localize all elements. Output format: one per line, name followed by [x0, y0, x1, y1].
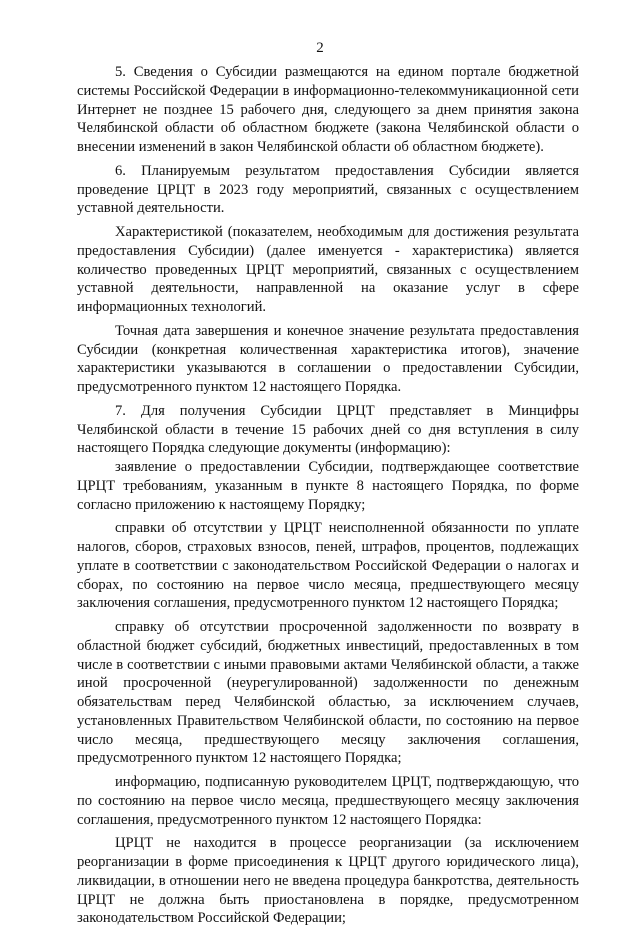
paragraph-item-7: 7. Для получения Субсидии ЦРЦТ представляет в Минцифры Челябинской области в течение 15 рабочих дней со дня вступления в силу настоящего Порядка следующие документы (информацию):	[77, 402, 579, 457]
paragraph-completion-date: Точная дата завершения и конечное значение результата предоставления Субсидии (конкретная количественная характеристика итогов), значение характеристики указываются в соглашении о предоставлении Субсидии, предусмотренного пунктом 12 настоящего Порядка.	[77, 322, 579, 395]
page-number: 2	[316, 40, 324, 56]
paragraph-debt-certificate: справку об отсутствии просроченной задолженности по возврату в областной бюджет субсидий, бюджетных инвестиций, предоставленных в том числе в соответствии с иными правовыми актами Челябинской области, а также иной просроченной (неурегулированной) задолженности по денежным обязательствам перед Челябинской областью, за исключением случаев, установленных Правительством Челябинской области, по состоянию на первое число месяца, предшествующего месяцу заключения соглашения, предусмотренного пунктом 12 настоящего Порядка;	[77, 619, 579, 767]
paragraph-application: заявление о предоставлении Субсидии, подтверждающее соответствие ЦРЦТ требованиям, указанным в пункте 8 настоящего Порядка, по форме согласно приложению к настоящему Порядку;	[77, 459, 579, 513]
paragraph-signed-information: информацию, подписанную руководителем ЦРЦТ, подтверждающую, что по состоянию на первое число месяца, предшествующего месяцу заключения соглашения, предусмотренного пунктом 12 настоящего Порядка:	[77, 774, 579, 828]
paragraph-characteristic: Характеристикой (показателем, необходимым для достижения результата предоставления Субсидии) (далее именуется - характеристика) является количество проведенных ЦРЦТ мероприятий, связанных с осуществлением уставной деятельности, направленной на оказание услуг в сфере информационных технологий.	[77, 224, 579, 315]
paragraph-item-5: 5. Сведения о Субсидии размещаются на едином портале бюджетной системы Российской Федерации в информационно-телекоммуникационной сети Интернет не позднее 15 рабочего дня, следующего за днем принятия закона Челябинской области об областном бюджете (закона Челябинской области о внесении изменений в закон Челябинской области об областном бюджете).	[77, 64, 579, 155]
document-body	[77, 63, 579, 928]
paragraph-tax-certificates: справки об отсутствии у ЦРЦТ неисполненной обязанности по уплате налогов, сборов, страховых взносов, пеней, штрафов, процентов, подлежащих уплате в соответствии с законодательством Российской Федерации о налогах и сборах, по состоянию на первое число месяца, предшествующего месяцу заключения соглашения, предусмотренного пунктом 12 настоящего Порядка;	[77, 520, 579, 612]
paragraph-item-6: 6. Планируемым результатом предоставления Субсидии является проведение ЦРЦТ в 2023 году мероприятий, связанных с осуществлением уставной деятельности.	[77, 162, 579, 217]
paragraph-reorganization: ЦРЦТ не находится в процессе реорганизации (за исключением реорганизации в форме присоединения к ЦРЦТ другого юридического лица), ликвидации, в отношении него не введена процедура банкротства, деятельность ЦРЦТ не должна быть приостановлена в порядке, предусмотренном законодательством Российской Федерации;	[77, 835, 579, 927]
